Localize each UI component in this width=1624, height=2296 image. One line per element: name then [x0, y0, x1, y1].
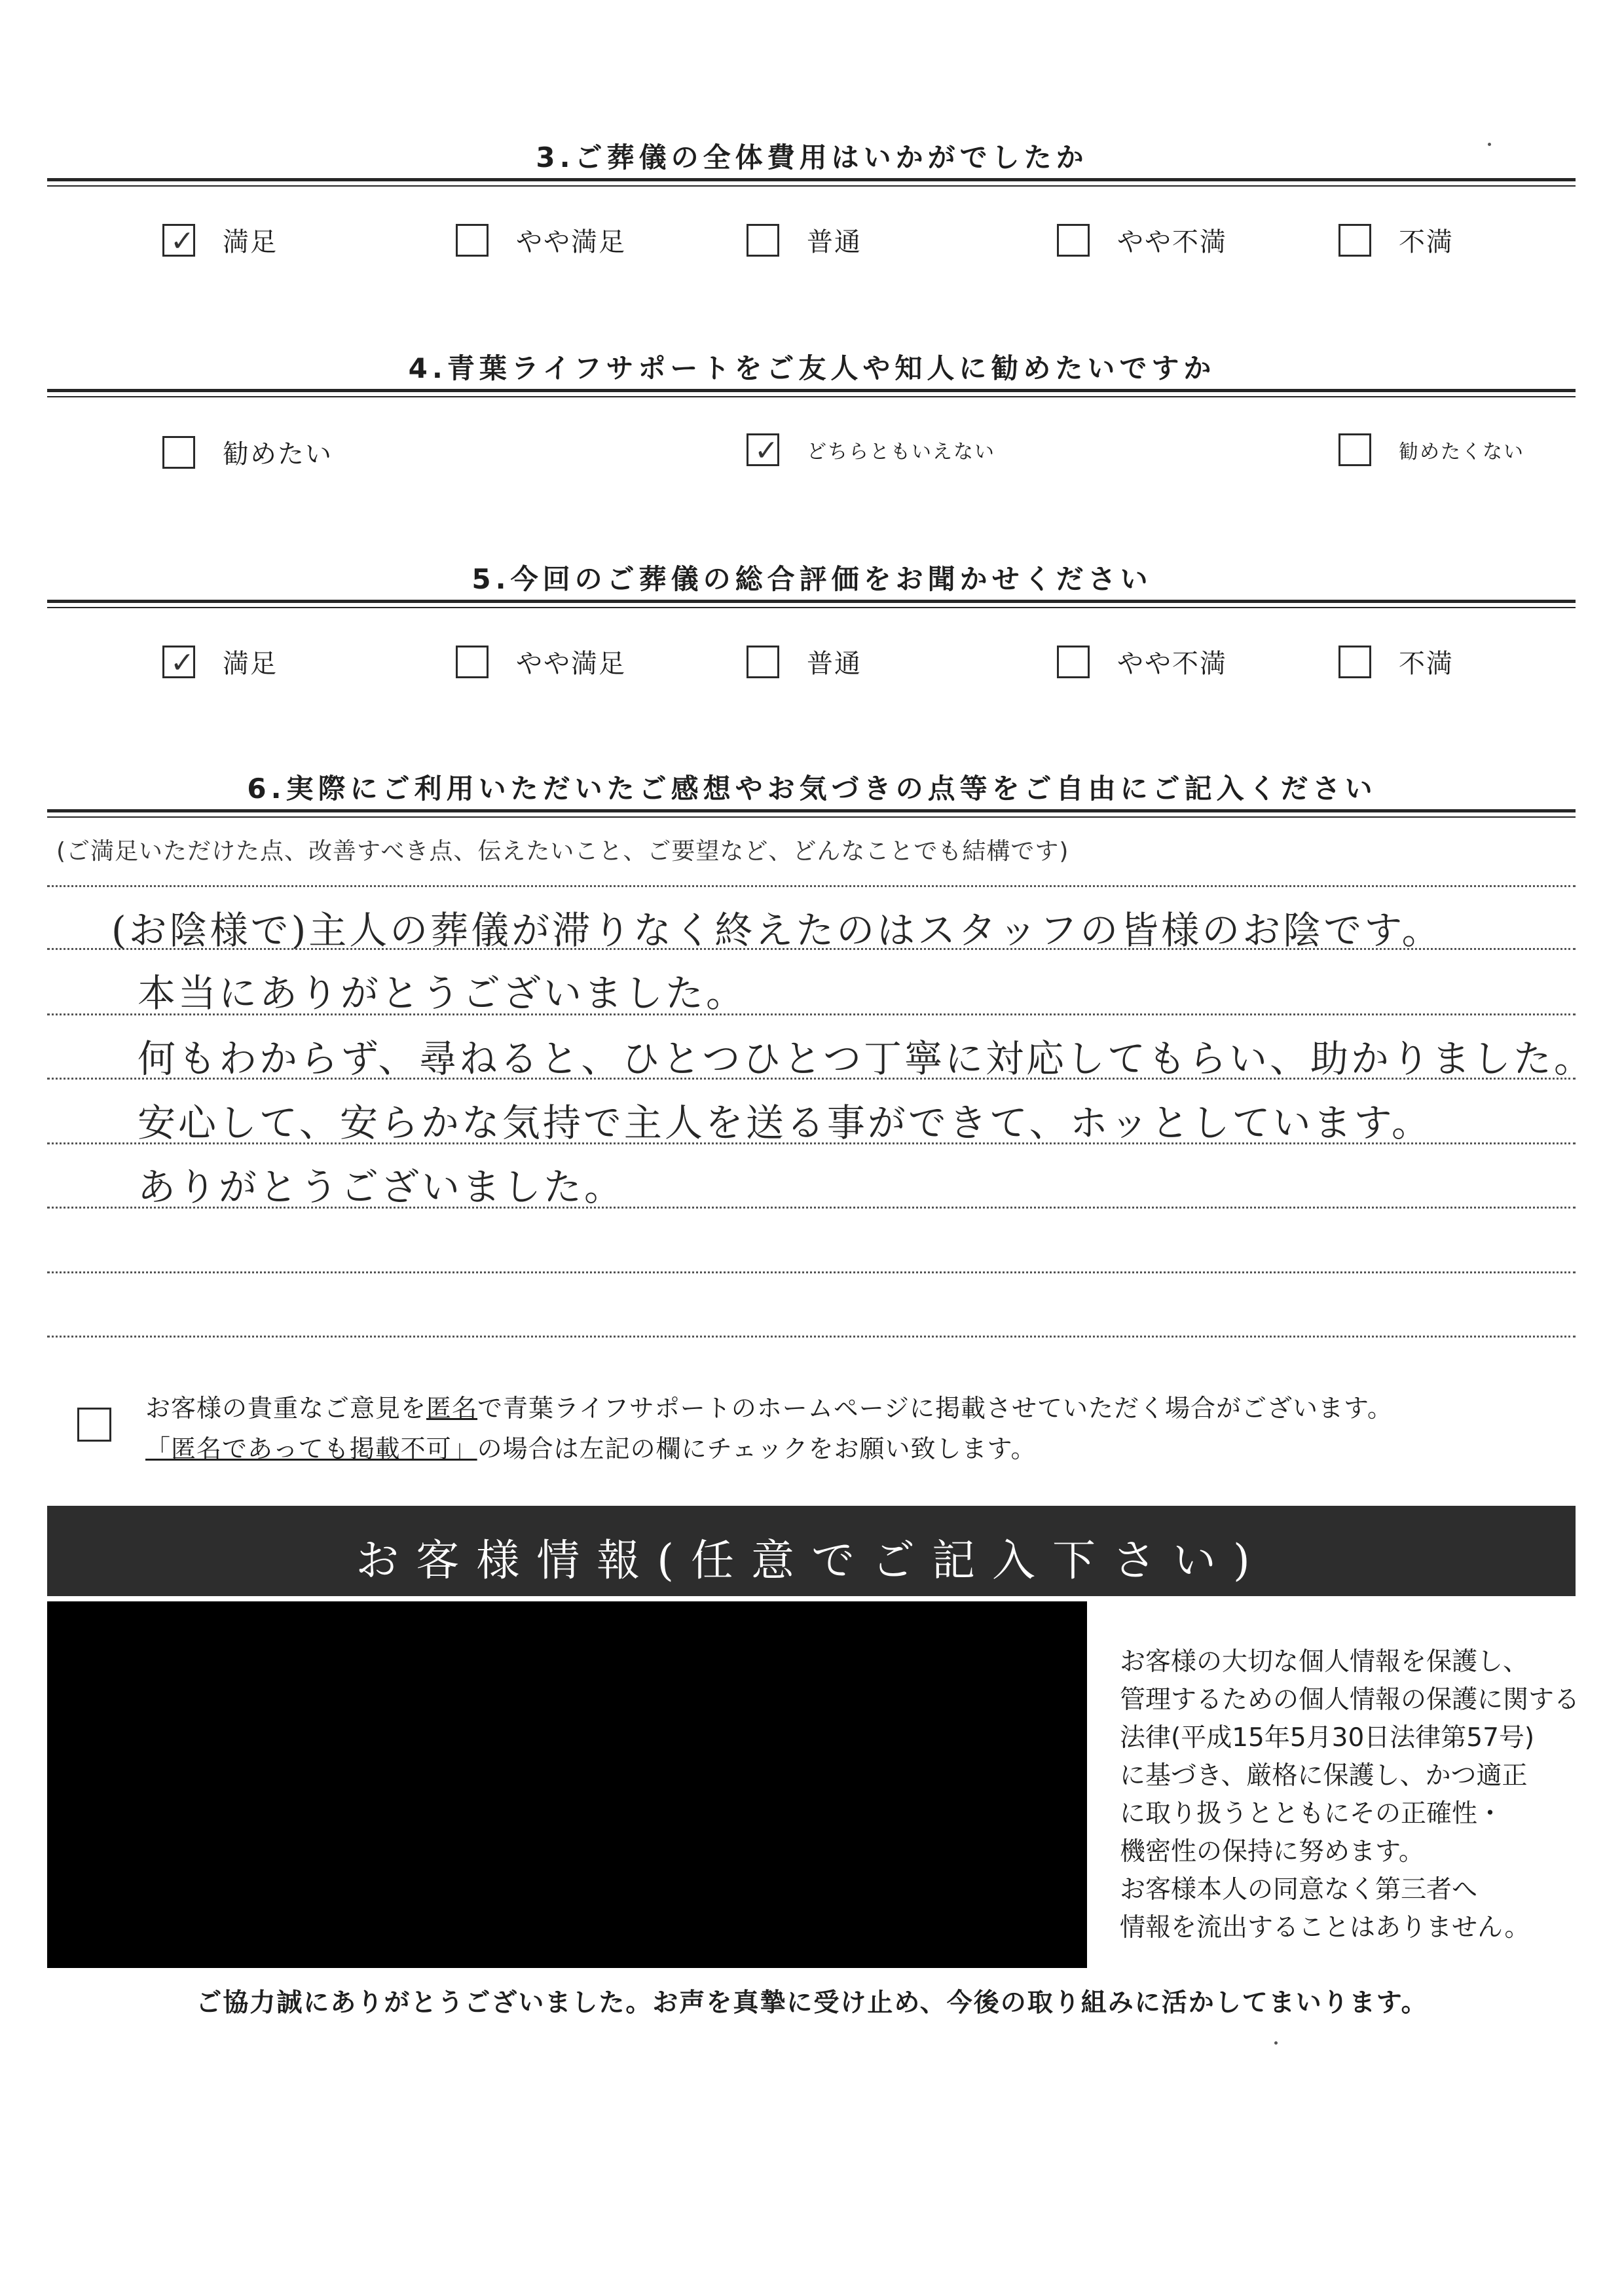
thank-you-footer: ご協力誠にありがとうございました。お声を真摯に受け止め、今後の取り組みに活かしてまいります。	[196, 1988, 1428, 2018]
option-label: 勧めたくない	[1399, 441, 1524, 464]
privacy-notice-line: に基づき、厳格に保護し、かつ適正	[1120, 1761, 1528, 1791]
q4-option[interactable]	[747, 433, 995, 466]
check-mark-icon: ✓	[754, 434, 780, 467]
option-checkbox[interactable]	[456, 646, 489, 678]
privacy-notice-line: に取り扱うとともにその正確性・	[1120, 1799, 1504, 1829]
q4-option[interactable]	[1338, 433, 1524, 466]
anonymous-publication-refusal-checkbox[interactable]	[77, 1408, 111, 1442]
option-checkbox[interactable]	[1338, 433, 1371, 466]
question-6-title: 6.実際にご利用いただいたご感想やお気づきの点等をご自由にご記入ください	[247, 773, 1377, 805]
q3-option[interactable]	[747, 221, 862, 259]
option-checkbox[interactable]	[456, 224, 489, 257]
handwritten-comment-line: 本当にありがとうございました。	[138, 971, 747, 1015]
option-label: 普通	[807, 649, 862, 679]
option-label: 普通	[807, 227, 862, 257]
option-checkbox[interactable]	[1057, 224, 1090, 257]
scan-speck	[1274, 2041, 1278, 2045]
privacy-notice	[1120, 1643, 1591, 1947]
option-label: やや満足	[516, 649, 626, 679]
q3-option[interactable]	[162, 221, 278, 259]
option-label: 満足	[223, 227, 278, 257]
section-divider	[47, 600, 1576, 608]
q5-option[interactable]	[162, 643, 278, 680]
option-checkbox[interactable]	[747, 224, 779, 257]
option-checkbox[interactable]	[747, 646, 779, 678]
q5-option[interactable]	[456, 643, 626, 680]
question-3-title: 3.ご葬儀の全体費用はいかがでしたか	[536, 141, 1088, 173]
option-label: 不満	[1399, 649, 1454, 679]
privacy-notice-line: 管理するための個人情報の保護に関する	[1120, 1685, 1580, 1715]
option-checkbox[interactable]	[1338, 224, 1371, 257]
customer-info-banner	[47, 1506, 1576, 1596]
option-checkbox[interactable]	[1338, 646, 1371, 678]
q5-option[interactable]	[747, 643, 862, 680]
q3-option[interactable]	[1057, 221, 1227, 259]
question-4-title: 4.青葉ライフサポートをご友人や知人に勧めたいですか	[408, 352, 1216, 384]
q4-option[interactable]	[162, 433, 333, 471]
option-checkbox[interactable]	[162, 436, 195, 469]
section-divider	[47, 389, 1576, 397]
q5-option[interactable]	[1057, 643, 1227, 680]
privacy-notice-line: 情報を流出することはありません。	[1120, 1913, 1530, 1942]
option-label: やや不満	[1117, 227, 1227, 257]
option-label: 不満	[1399, 227, 1454, 257]
section-divider	[47, 809, 1576, 818]
handwritten-comment-line: 安心して、安らかな気持で主人を送る事ができて、ホッとしています。	[138, 1101, 1433, 1145]
q3-option[interactable]	[456, 221, 626, 259]
section-divider	[47, 178, 1576, 187]
privacy-notice-line: お客様の大切な個人情報を保護し、	[1120, 1647, 1529, 1677]
writing-line	[47, 1336, 1576, 1338]
consent-line-2: 「匿名であっても掲載不可」の場合は左記の欄にチェックをお願い致します。	[145, 1434, 1037, 1463]
option-checkbox[interactable]	[162, 646, 195, 678]
question-6-subtitle: (ご満足いただけた点、改善すべき点、伝えたいこと、ご要望など、どんなことでも結構です)	[56, 838, 1069, 865]
option-checkbox[interactable]	[1057, 646, 1090, 678]
handwritten-comment-line: 何もわからず、尋ねると、ひとつひとつ丁寧に対応してもらい、助かりました。	[138, 1036, 1595, 1081]
option-checkbox[interactable]	[162, 224, 195, 257]
scan-speck	[1488, 143, 1491, 146]
customer-info-banner-title: お客様情報(任意でご記入下さい)	[356, 1535, 1267, 1586]
question-5-title: 5.今回のご葬儀の総合評価をお聞かせください	[471, 563, 1153, 595]
privacy-notice-line: お客様本人の同意なく第三者へ	[1120, 1875, 1478, 1904]
handwritten-comment-line: (お陰様で)主人の葬儀が滞りなく終えたのはスタッフの皆様のお陰です。	[111, 908, 1443, 953]
option-label: やや不満	[1117, 649, 1227, 679]
redacted-customer-info	[47, 1601, 1087, 1968]
privacy-notice-line: 機密性の保持に努めます。	[1120, 1837, 1424, 1867]
q5-option[interactable]	[1338, 643, 1454, 680]
option-label: やや満足	[516, 227, 626, 257]
writing-line	[47, 1271, 1576, 1273]
privacy-notice-line: 法律(平成15年5月30日法律第57号)	[1120, 1723, 1535, 1753]
option-label: どちらともいえない	[807, 441, 995, 464]
option-label: 満足	[223, 649, 278, 679]
handwritten-comment-line: ありがとうございました。	[138, 1165, 625, 1209]
option-checkbox[interactable]	[747, 433, 779, 466]
check-mark-icon: ✓	[170, 224, 196, 258]
check-mark-icon: ✓	[170, 646, 196, 680]
writing-line	[47, 885, 1576, 887]
consent-line-1: お客様の貴重なご意見を匿名で青葉ライフサポートのホームページに掲載させていただく場合がございます。	[145, 1394, 1393, 1423]
q3-option[interactable]	[1338, 221, 1454, 259]
option-label: 勧めたい	[223, 439, 333, 469]
